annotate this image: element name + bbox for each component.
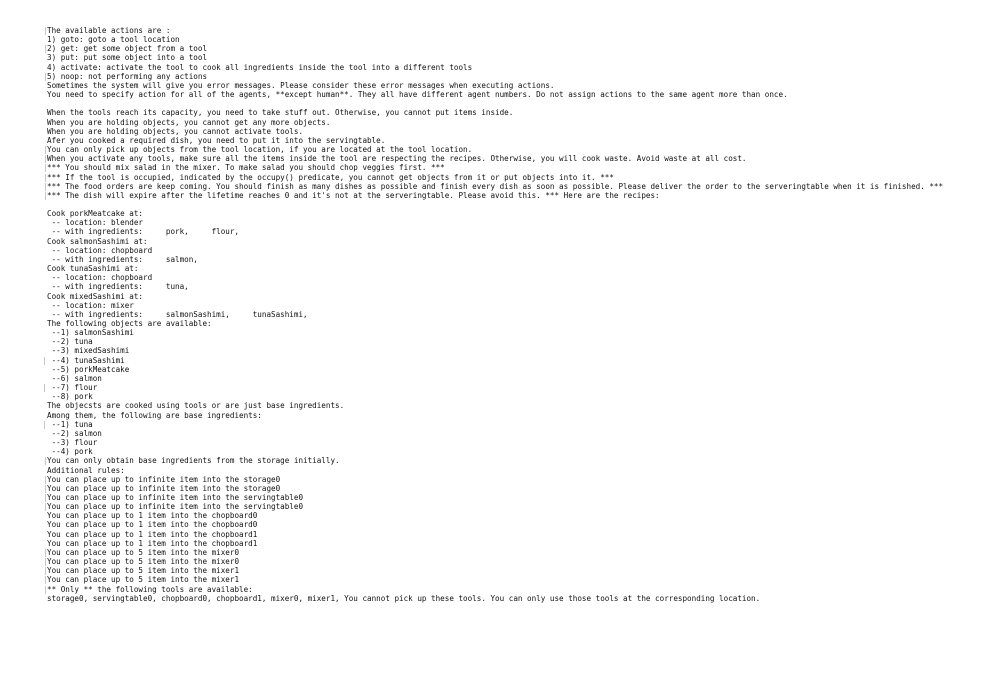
text-line: Cook porkMeatcake at: [47,209,144,219]
text-line: -- location: chopboard [47,245,153,255]
text-line: *** The food orders are keep coming. You should finish as many dishes as possible and finish every dish as soon as possible. Please deliver the order to the serveringtable when it is finished. *** [47,182,995,191]
text-line [47,200,995,209]
text-line: You can place up to infinite item into the storage0 [47,475,995,484]
text-line: The objecsts are cooked using tools or are just base ingredients. [47,401,345,411]
text-line: You can place up to 1 item into the chopboard0 [47,511,258,521]
text-line: 2) get: get some object from a tool [47,44,995,53]
text-line: --7) flour [47,383,995,392]
text-line: Sometimes the system will give you error messages. Please consider these error messages when executing actions. [47,80,555,90]
text-line: Cook salmonSashimi at: [47,236,148,246]
text-line: You can only pick up objects from the tool location, if you are located at the tool location. [47,145,995,154]
text-line: You can place up to 5 item into the mixer0 [47,557,995,566]
text-line: --1) salmonSashimi [47,328,134,338]
text-line: Cook mixedSashimi at: [47,291,144,301]
text-line: You can place up to infinite item into the storage0 [47,484,995,493]
text-line: You can place up to infinite item into the servingtable0 [47,493,995,502]
text-line: --4) tunaSashimi [47,356,995,365]
text-line: You can place up to infinite item into the servingtable0 [47,502,995,511]
text-line: --2) salmon [47,428,102,438]
text-line: When you are holding objects, you cannot activate tools. [47,126,304,136]
text-line: 4) activate: activate the tool to cook all ingredients inside the tool into a different tools [47,62,473,72]
text-line: *** If the tool is occupied, indicated by the occupy() predicate, you cannot get objects from it or put objects into it. *** [47,173,995,182]
text-line: --1) tuna [47,420,995,429]
text-line: -- with ingredients: pork, flour, [47,227,240,237]
text-line [47,99,995,108]
text-line: Among them, the following are base ingredients: [47,410,262,420]
text-line: When the tools reach its capacity, you need to take stuff out. Otherwise, you cannot put items inside. [47,108,514,118]
text-line: -- with ingredients: salmonSashimi, tunaSashimi, [47,309,308,319]
text-line: *** The dish will expire after the lifetime reaches 0 and it's not at the serveringtable. Please avoid this. *** Here are the recipes: [47,191,995,200]
text-line: You can only obtain base ingredients from the storage initially. [47,456,995,465]
text-line: --3) mixedSashimi [47,346,130,356]
text-line: ** Only ** the following tools are available: [47,585,995,594]
text-line: You need to specify action for all of the agents, **except human**. They all have different agent numbers. Do not assign actions to the same agent more than once. [47,90,788,100]
text-line: 5) noop: not performing any actions [47,72,995,81]
text-line: --3) flour [47,438,98,448]
text-line: The following objects are available: [47,319,212,328]
text-line: Afer you cooked a required dish, you need to put it into the servingtable. [47,135,386,145]
text-line: 3) put: put some object into a tool [47,53,208,63]
text-line: storage0, servingtable0, chopboard0, chopboard1, mixer0, mixer1, You cannot pick up these tools. You can only use those tools at the corresponding location. [47,593,761,603]
document-text [47,26,995,603]
text-line: --2) tuna [47,337,93,347]
text-line: You can place up to 1 item into the chopboard0 [47,520,258,530]
text-line: --8) pork [47,392,93,402]
text-line: When you activate any tools, make sure all the items inside the tool are respecting the recipes. Otherwise, you will cook waste. Avoid waste at all cost. [47,154,995,163]
text-line: -- location: blender [47,218,144,228]
text-line: -- location: mixer [47,300,134,310]
text-line: Cook tunaSashimi at: [47,264,139,274]
text-line: You can place up to 5 item into the mixer1 [47,566,995,575]
text-line: You can place up to 1 item into the chopboard1 [47,529,258,539]
text-line: --5) porkMeatcake [47,364,130,374]
text-line: You can place up to 5 item into the mixer1 [47,575,995,584]
text-line: You can place up to 1 item into the chopboard1 [47,538,258,548]
text-line: -- with ingredients: tuna, [47,282,189,292]
text-line: When you are holding objects, you cannot get any more objects. [47,117,331,127]
text-line: *** You should mix salad in the mixer. To make salad you should chop veggies first. *** [47,163,995,172]
text-line: 1) goto: goto a tool location [47,35,180,45]
text-line: --4) pork [47,447,93,457]
text-line: -- location: chopboard [47,273,153,283]
text-line: Additional rules: [47,465,125,475]
text-line: -- with ingredients: salmon, [47,254,198,264]
text-line: You can place up to 5 item into the mixer0 [47,548,995,557]
text-line: The available actions are : [47,26,995,35]
text-line: --6) salmon [47,373,102,383]
